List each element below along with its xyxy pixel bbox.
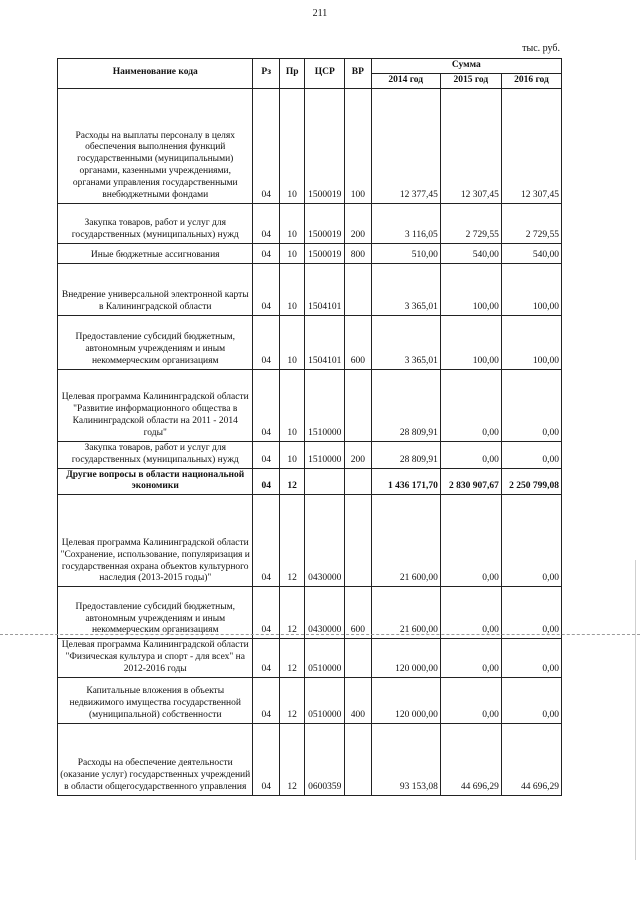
table-body — [58, 88, 562, 795]
row-pr-cell: 10 — [279, 441, 304, 468]
budget-table — [57, 58, 562, 796]
row-sum-2014-cell: 28 809,91 — [371, 441, 440, 468]
header-year-2015: 2015 год — [440, 73, 501, 88]
row-rz-cell: 04 — [253, 243, 279, 263]
table-row — [58, 587, 562, 639]
row-sum-2015-cell: 100,00 — [440, 263, 501, 315]
row-sum-2015-cell: 2 729,55 — [440, 203, 501, 243]
row-rz-cell: 04 — [253, 88, 279, 203]
row-vr-cell: 100 — [345, 88, 371, 203]
table-row — [58, 263, 562, 315]
row-csr-cell: 1504101 — [305, 263, 345, 315]
row-name-cell: Предоставление субсидий бюджетным, автономным учреждениям и иным некоммерческим организациям — [58, 587, 253, 639]
row-sum-2015-cell: 12 307,45 — [440, 88, 501, 203]
row-name-cell: Целевая программа Калининградской области "Развитие информационного общества в Калининградской области на 2011 - 2014 годы" — [58, 369, 253, 441]
row-sum-2016-cell: 540,00 — [501, 243, 561, 263]
row-sum-2016-cell: 0,00 — [501, 495, 561, 587]
row-vr-cell: 600 — [345, 587, 371, 639]
row-rz-cell: 04 — [253, 203, 279, 243]
row-sum-2016-cell: 0,00 — [501, 639, 561, 678]
row-rz-cell: 04 — [253, 495, 279, 587]
row-csr-cell: 1510000 — [305, 441, 345, 468]
row-sum-2014-cell: 120 000,00 — [371, 677, 440, 723]
row-vr-cell — [345, 495, 371, 587]
row-name-cell: Другие вопросы в области национальной экономики — [58, 468, 253, 495]
row-name-cell: Предоставление субсидий бюджетным, автономным учреждениям и иным некоммерческим организациям — [58, 315, 253, 369]
row-vr-cell — [345, 639, 371, 678]
row-csr-cell: 0510000 — [305, 677, 345, 723]
row-sum-2014-cell: 3 365,01 — [371, 263, 440, 315]
row-pr-cell: 12 — [279, 639, 304, 678]
row-vr-cell — [345, 263, 371, 315]
row-vr-cell — [345, 468, 371, 495]
row-pr-cell: 12 — [279, 587, 304, 639]
row-pr-cell: 10 — [279, 263, 304, 315]
row-csr-cell: 1500019 — [305, 243, 345, 263]
row-name-cell: Целевая программа Калининградской области "Физическая культура и спорт - для всех" на 2012-2016 годы — [58, 639, 253, 678]
row-sum-2015-cell: 0,00 — [440, 587, 501, 639]
row-rz-cell: 04 — [253, 468, 279, 495]
row-name-cell: Целевая программа Калининградской области "Сохранение, использование, популяризация и государственная охрана объектов культурного наследия (2013-2015 годы)" — [58, 495, 253, 587]
row-pr-cell: 12 — [279, 495, 304, 587]
row-sum-2016-cell: 2 250 799,08 — [501, 468, 561, 495]
row-name-cell: Закупка товаров, работ и услуг для государственных (муниципальных) нужд — [58, 203, 253, 243]
table-row — [58, 88, 562, 203]
row-name-cell: Иные бюджетные ассигнования — [58, 243, 253, 263]
row-sum-2014-cell: 3 365,01 — [371, 315, 440, 369]
row-csr-cell: 1500019 — [305, 88, 345, 203]
row-sum-2016-cell: 100,00 — [501, 315, 561, 369]
row-sum-2015-cell: 0,00 — [440, 441, 501, 468]
row-name-cell: Капитальные вложения в объекты недвижимого имущества государственной (муниципальной) собственности — [58, 677, 253, 723]
header-csr: ЦСР — [305, 59, 345, 89]
header-year-2016: 2016 год — [501, 73, 561, 88]
header-vr: ВР — [345, 59, 371, 89]
row-vr-cell — [345, 369, 371, 441]
header-year-2014: 2014 год — [371, 73, 440, 88]
row-csr-cell: 0430000 — [305, 587, 345, 639]
row-name-cell: Расходы на обеспечение деятельности (оказание услуг) государственных учреждений в области общегосударственного управления — [58, 723, 253, 795]
row-rz-cell: 04 — [253, 315, 279, 369]
row-rz-cell: 04 — [253, 639, 279, 678]
row-name-cell: Закупка товаров, работ и услуг для государственных (муниципальных) нужд — [58, 441, 253, 468]
row-rz-cell: 04 — [253, 723, 279, 795]
table-row — [58, 203, 562, 243]
table-row — [58, 243, 562, 263]
table-row — [58, 639, 562, 678]
table-row — [58, 315, 562, 369]
row-sum-2016-cell: 44 696,29 — [501, 723, 561, 795]
row-sum-2016-cell: 0,00 — [501, 587, 561, 639]
row-sum-2014-cell: 510,00 — [371, 243, 440, 263]
table-row — [58, 369, 562, 441]
row-sum-2015-cell: 100,00 — [440, 315, 501, 369]
row-rz-cell: 04 — [253, 369, 279, 441]
scan-artifact-line — [0, 634, 640, 635]
row-vr-cell: 800 — [345, 243, 371, 263]
row-sum-2015-cell: 0,00 — [440, 495, 501, 587]
row-csr-cell: 0510000 — [305, 639, 345, 678]
row-csr-cell: 1500019 — [305, 203, 345, 243]
row-pr-cell: 10 — [279, 315, 304, 369]
header-rz: Рз — [253, 59, 279, 89]
row-sum-2014-cell: 3 116,05 — [371, 203, 440, 243]
row-sum-2014-cell: 93 153,08 — [371, 723, 440, 795]
row-pr-cell: 12 — [279, 723, 304, 795]
row-csr-cell: 0600359 — [305, 723, 345, 795]
row-sum-2015-cell: 2 830 907,67 — [440, 468, 501, 495]
row-sum-2015-cell: 540,00 — [440, 243, 501, 263]
row-sum-2014-cell: 120 000,00 — [371, 639, 440, 678]
row-csr-cell: 0430000 — [305, 495, 345, 587]
header-sum: Сумма — [371, 59, 561, 74]
row-sum-2014-cell: 28 809,91 — [371, 369, 440, 441]
table-row — [58, 441, 562, 468]
row-pr-cell: 10 — [279, 243, 304, 263]
row-pr-cell: 10 — [279, 369, 304, 441]
table-row — [58, 723, 562, 795]
row-pr-cell: 12 — [279, 677, 304, 723]
row-vr-cell: 400 — [345, 677, 371, 723]
table-row — [58, 468, 562, 495]
row-vr-cell: 200 — [345, 441, 371, 468]
header-name: Наименование кода — [58, 59, 253, 89]
row-csr-cell: 1510000 — [305, 369, 345, 441]
row-name-cell: Внедрение универсальной электронной карты в Калининградской области — [58, 263, 253, 315]
row-rz-cell: 04 — [253, 587, 279, 639]
row-pr-cell: 12 — [279, 468, 304, 495]
row-rz-cell: 04 — [253, 677, 279, 723]
row-sum-2014-cell: 21 600,00 — [371, 495, 440, 587]
row-sum-2014-cell: 12 377,45 — [371, 88, 440, 203]
row-sum-2015-cell: 44 696,29 — [440, 723, 501, 795]
scan-edge-line — [635, 560, 636, 860]
header-pr: Пр — [279, 59, 304, 89]
row-rz-cell: 04 — [253, 263, 279, 315]
table-row — [58, 495, 562, 587]
row-sum-2016-cell: 2 729,55 — [501, 203, 561, 243]
row-csr-cell: 1504101 — [305, 315, 345, 369]
row-sum-2015-cell: 0,00 — [440, 639, 501, 678]
row-vr-cell — [345, 723, 371, 795]
row-sum-2016-cell: 100,00 — [501, 263, 561, 315]
row-csr-cell — [305, 468, 345, 495]
row-vr-cell: 600 — [345, 315, 371, 369]
row-vr-cell: 200 — [345, 203, 371, 243]
row-sum-2014-cell: 21 600,00 — [371, 587, 440, 639]
unit-label: тыс. руб. — [522, 43, 560, 54]
row-sum-2016-cell: 0,00 — [501, 441, 561, 468]
row-sum-2015-cell: 0,00 — [440, 677, 501, 723]
row-sum-2016-cell: 0,00 — [501, 369, 561, 441]
row-pr-cell: 10 — [279, 203, 304, 243]
row-name-cell: Расходы на выплаты персоналу в целях обеспечения выполнения функций государственными (муниципальными) органами, казенными учреждениями, органами управления государственными внебюджетными фондами — [58, 88, 253, 203]
row-rz-cell: 04 — [253, 441, 279, 468]
row-sum-2015-cell: 0,00 — [440, 369, 501, 441]
row-sum-2016-cell: 0,00 — [501, 677, 561, 723]
row-sum-2014-cell: 1 436 171,70 — [371, 468, 440, 495]
row-sum-2016-cell: 12 307,45 — [501, 88, 561, 203]
table-row — [58, 677, 562, 723]
row-pr-cell: 10 — [279, 88, 304, 203]
page-number: 211 — [312, 8, 328, 19]
